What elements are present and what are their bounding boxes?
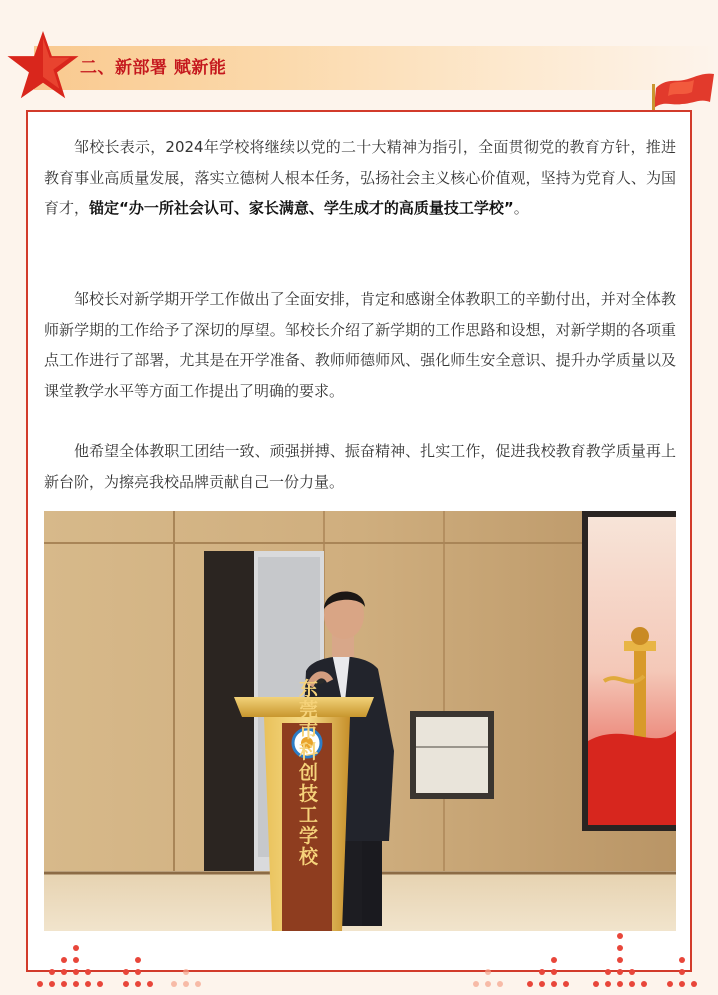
dot-pattern-right — [470, 922, 710, 992]
paragraph-1-end: 。 — [513, 199, 529, 217]
speech-scene-illustration — [44, 511, 676, 931]
paragraph-3: 他希望全体教职工团结一致、顽强拼搏、振奋精神、扎实工作，促进我校教育教学质量再上新台阶，为擦亮我校品牌贡献自己一份力量。 — [44, 442, 676, 491]
paragraph-1 — [44, 132, 676, 224]
speech-photo — [44, 511, 676, 931]
dot-pattern-left — [34, 922, 214, 992]
paragraph-1-highlight: 锚定“办一所社会认可、家长满意、学生成才的高质量技工学校” — [89, 199, 514, 217]
red-flag-icon — [648, 68, 718, 112]
section-title: 二、新部署 赋新能 — [80, 58, 227, 78]
paragraph-2: 邹校长对新学期开学工作做出了全面安排，肯定和感谢全体教职工的辛勤付出，并对全体教师新学期的工作给予了深切的厚望。邹校长介绍了新学期的工作思路和设想，对新学期的各项重点工作进行了部署，尤其是在开学准备、教师师德师风、强化师生安全意识、提升办学质量以及课堂教学水平等方面工作提出了明确的要求。 — [44, 290, 676, 400]
paragraph-1-text: 邹校长表示，2024年学校将继续以党的二十大精神为指引，全面贯彻党的教育方针，推进教育事业高质量发展，落实立德树人根本任务，弘扬社会主义核心价值观，坚持为党育人、为国育才， — [44, 138, 676, 217]
red-star-icon — [6, 28, 80, 102]
podium-school-name: 东莞市科创技工学校 — [296, 678, 318, 868]
